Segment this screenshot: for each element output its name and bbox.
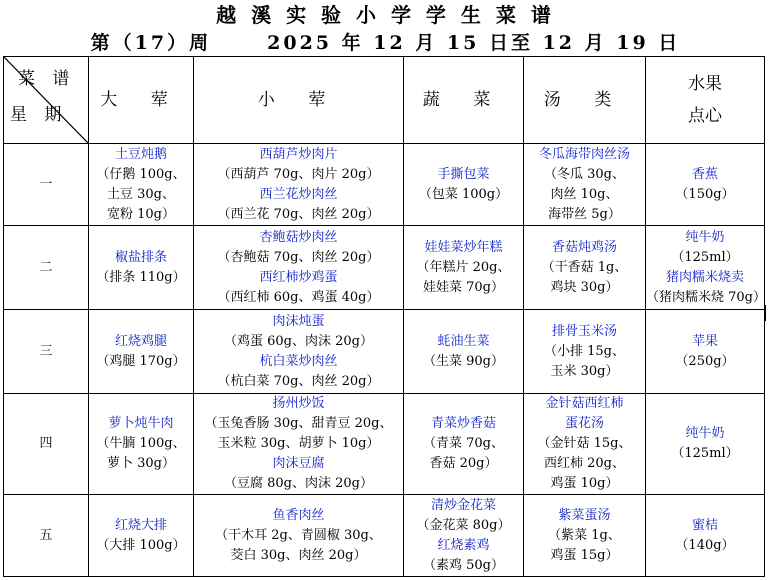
ingredient-text: （干木耳 2g、青圆椒 30g、 [215,527,382,543]
ingredient-text: （鸡蛋 60g、肉沫 20g） [224,333,373,349]
dish-name: 扬州炒饭 [272,396,325,411]
ingredient-text: 西红柿 20g、 [544,456,625,471]
ingredient-text: （包菜 100g） [418,186,509,202]
ingredient-text: 海带丝 5g） [548,206,621,222]
ingredient-text: 玉米 30g） [550,363,619,379]
main-dish-cell [89,394,194,495]
weekday-row [4,310,765,394]
main-dish-cell [89,310,194,394]
dish-name: 冬瓜海带肉丝汤 [538,146,630,162]
ingredient-text: （牛腩 100g、 [96,436,186,451]
dish-name: 红烧素鸡 [437,537,490,553]
ingredient-text: （140g） [675,537,735,553]
ingredient-text: （金花菜 80g） [416,517,511,533]
soup-cell [524,495,646,577]
ingredient-text: （玉兔香肠 30g、甜青豆 20g、 [204,416,393,431]
ingredient-text: 土豆 30g、 [107,186,175,202]
dish-name: 紫菜蛋汤 [558,507,611,523]
main-dish-cell [89,495,194,577]
soup-cell [524,226,646,310]
text-cursor [765,305,766,321]
header-vegetable: 蔬 菜 [404,57,524,144]
dish-name: 手撕包菜 [437,166,490,182]
dish-name: 娃娃菜炒年糕 [424,239,503,255]
main-dish-cell [89,144,194,226]
date-range: 2025 年 12 月 15 日至 12 月 19 日 [267,32,681,54]
dish-name: 猪肉糯米烧卖 [665,269,744,285]
ingredient-text: （杏鲍菇 70g、肉丝 20g） [217,249,380,265]
dish-name: 青菜炒香菇 [430,416,496,431]
ingredient-text: （金针菇 15g、 [537,436,632,451]
ingredient-text: （年糕片 20g、 [416,259,511,275]
weekday-cell: 二 [4,226,89,310]
ingredient-text: （仔鹅 100g、 [96,166,186,182]
dish-name: 排骨玉米汤 [551,323,617,339]
ingredient-text: （125ml） [671,249,739,265]
fruit-snack-cell [646,226,765,310]
dish-name: 鱼香肉丝 [272,507,325,523]
dish-name: 清炒金花菜 [430,497,496,513]
main-dish-cell [89,226,194,310]
ingredient-text: （生菜 90g） [423,353,504,369]
vegetable-cell [404,394,524,495]
dish-name: 杭白菜炒肉丝 [259,353,338,369]
header-row [4,57,765,144]
page-subtitle [0,30,771,56]
ingredient-text: （猪肉糯米烧 70g） [646,289,766,305]
ingredient-text: （干香菇 1g、 [541,259,628,275]
menu-table [3,56,765,577]
dish-name: 肉沫炖蛋 [272,313,325,329]
header-fruit-snack [646,57,765,144]
side-dish-cell [194,144,404,226]
dish-name: 香蕉 [691,166,718,182]
ingredient-text: （150g） [675,186,735,202]
ingredient-text: （素鸡 50g） [423,557,504,573]
dish-name: 红烧鸡腿 [114,333,167,349]
ingredient-text: （排条 110g） [96,269,186,285]
ingredient-text: （小排 15g、 [544,343,625,359]
vegetable-cell [404,144,524,226]
dish-name: 西葫芦炒肉片 [259,146,338,162]
week-label: 第（17）周 [90,32,212,54]
corner-header-cell [4,57,89,144]
ingredient-text: （250g） [675,353,735,369]
dish-name: 纯牛奶 [685,426,725,441]
ingredient-text: （紫菜 1g、 [548,527,621,543]
dish-name: 西兰花炒肉丝 [259,186,338,202]
header-snack: 点心 [688,106,722,126]
dish-name: 椒盐排条 [114,249,167,265]
dish-name: 肉沫豆腐 [272,456,325,471]
vegetable-cell [404,495,524,577]
weekday-cell: 一 [4,144,89,226]
dish-name: 蜜桔 [691,517,718,533]
dish-name: 萝卜炖牛肉 [108,416,174,431]
dish-name: 杏鲍菇炒肉丝 [259,229,338,245]
soup-cell [524,394,646,495]
ingredient-text: 茭白 30g、肉丝 20g） [230,547,367,563]
ingredient-text: （鸡腿 170g） [96,353,186,369]
fruit-snack-cell [646,495,765,577]
ingredient-text: （大排 100g） [96,537,186,553]
weekday-row [4,394,765,495]
soup-cell [524,310,646,394]
dish-name: 金针菇西红柿 [545,396,624,411]
dish-name: 香菇炖鸡汤 [551,239,617,255]
dish-name: 西红柿炒鸡蛋 [259,269,338,285]
side-dish-cell [194,495,404,577]
ingredient-text: 鸡蛋 10g） [550,476,619,491]
page-title: 越 溪 实 验 小 学 学 生 菜 谱 [216,3,555,27]
dish-name: 蚝油生菜 [437,333,490,349]
ingredient-text: 萝卜 30g） [107,456,175,471]
fruit-snack-cell [646,310,765,394]
soup-cell [524,144,646,226]
fruit-snack-cell [646,144,765,226]
ingredient-text: 香菇 20g） [429,456,498,471]
side-dish-cell [194,394,404,495]
ingredient-text: 娃娃菜 70g） [423,279,504,295]
vegetable-cell [404,226,524,310]
ingredient-text: （冬瓜 30g、 [544,166,625,182]
side-dish-cell [194,310,404,394]
ingredient-text: （青菜 70g、 [423,436,504,451]
fruit-snack-cell [646,394,765,495]
weekday-row [4,495,765,577]
header-side-dish: 小 荤 [194,57,404,144]
ingredient-text: 玉米粒 30g、胡萝卜 10g） [217,436,380,451]
side-dish-cell [194,226,404,310]
corner-label-menu: 菜 谱 [18,69,76,89]
ingredient-text: （西葫芦 70g、肉片 20g） [217,166,380,182]
dish-name: 苹果 [691,333,718,349]
weekday-cell: 四 [4,394,89,495]
vegetable-cell [404,310,524,394]
ingredient-text: 鸡块 30g） [550,279,619,295]
header-fruit: 水果 [688,74,722,94]
header-soup: 汤 类 [524,57,646,144]
weekday-row [4,226,765,310]
ingredient-text: （125ml） [671,446,739,461]
weekday-row [4,144,765,226]
corner-label-weekday: 星 期 [10,105,68,125]
dish-name: 纯牛奶 [685,229,725,245]
ingredient-text: （豆腐 80g、肉沫 20g） [224,476,373,491]
ingredient-text: 宽粉 10g） [107,206,175,222]
weekday-cell: 三 [4,310,89,394]
ingredient-text: （西红柿 60g、鸡蛋 40g） [217,289,380,305]
ingredient-text: 肉丝 10g、 [550,186,619,202]
header-main-dish: 大 荤 [89,57,194,144]
ingredient-text: （杭白菜 70g、肉丝 20g） [217,373,380,389]
dish-name: 土豆炖鹅 [114,146,167,162]
weekday-cell: 五 [4,495,89,577]
ingredient-text: （西兰花 70g、肉丝 20g） [217,206,380,222]
dish-name: 红烧大排 [114,517,167,533]
ingredient-text: 鸡蛋 15g） [550,547,619,563]
dish-name: 蛋花汤 [564,416,604,431]
